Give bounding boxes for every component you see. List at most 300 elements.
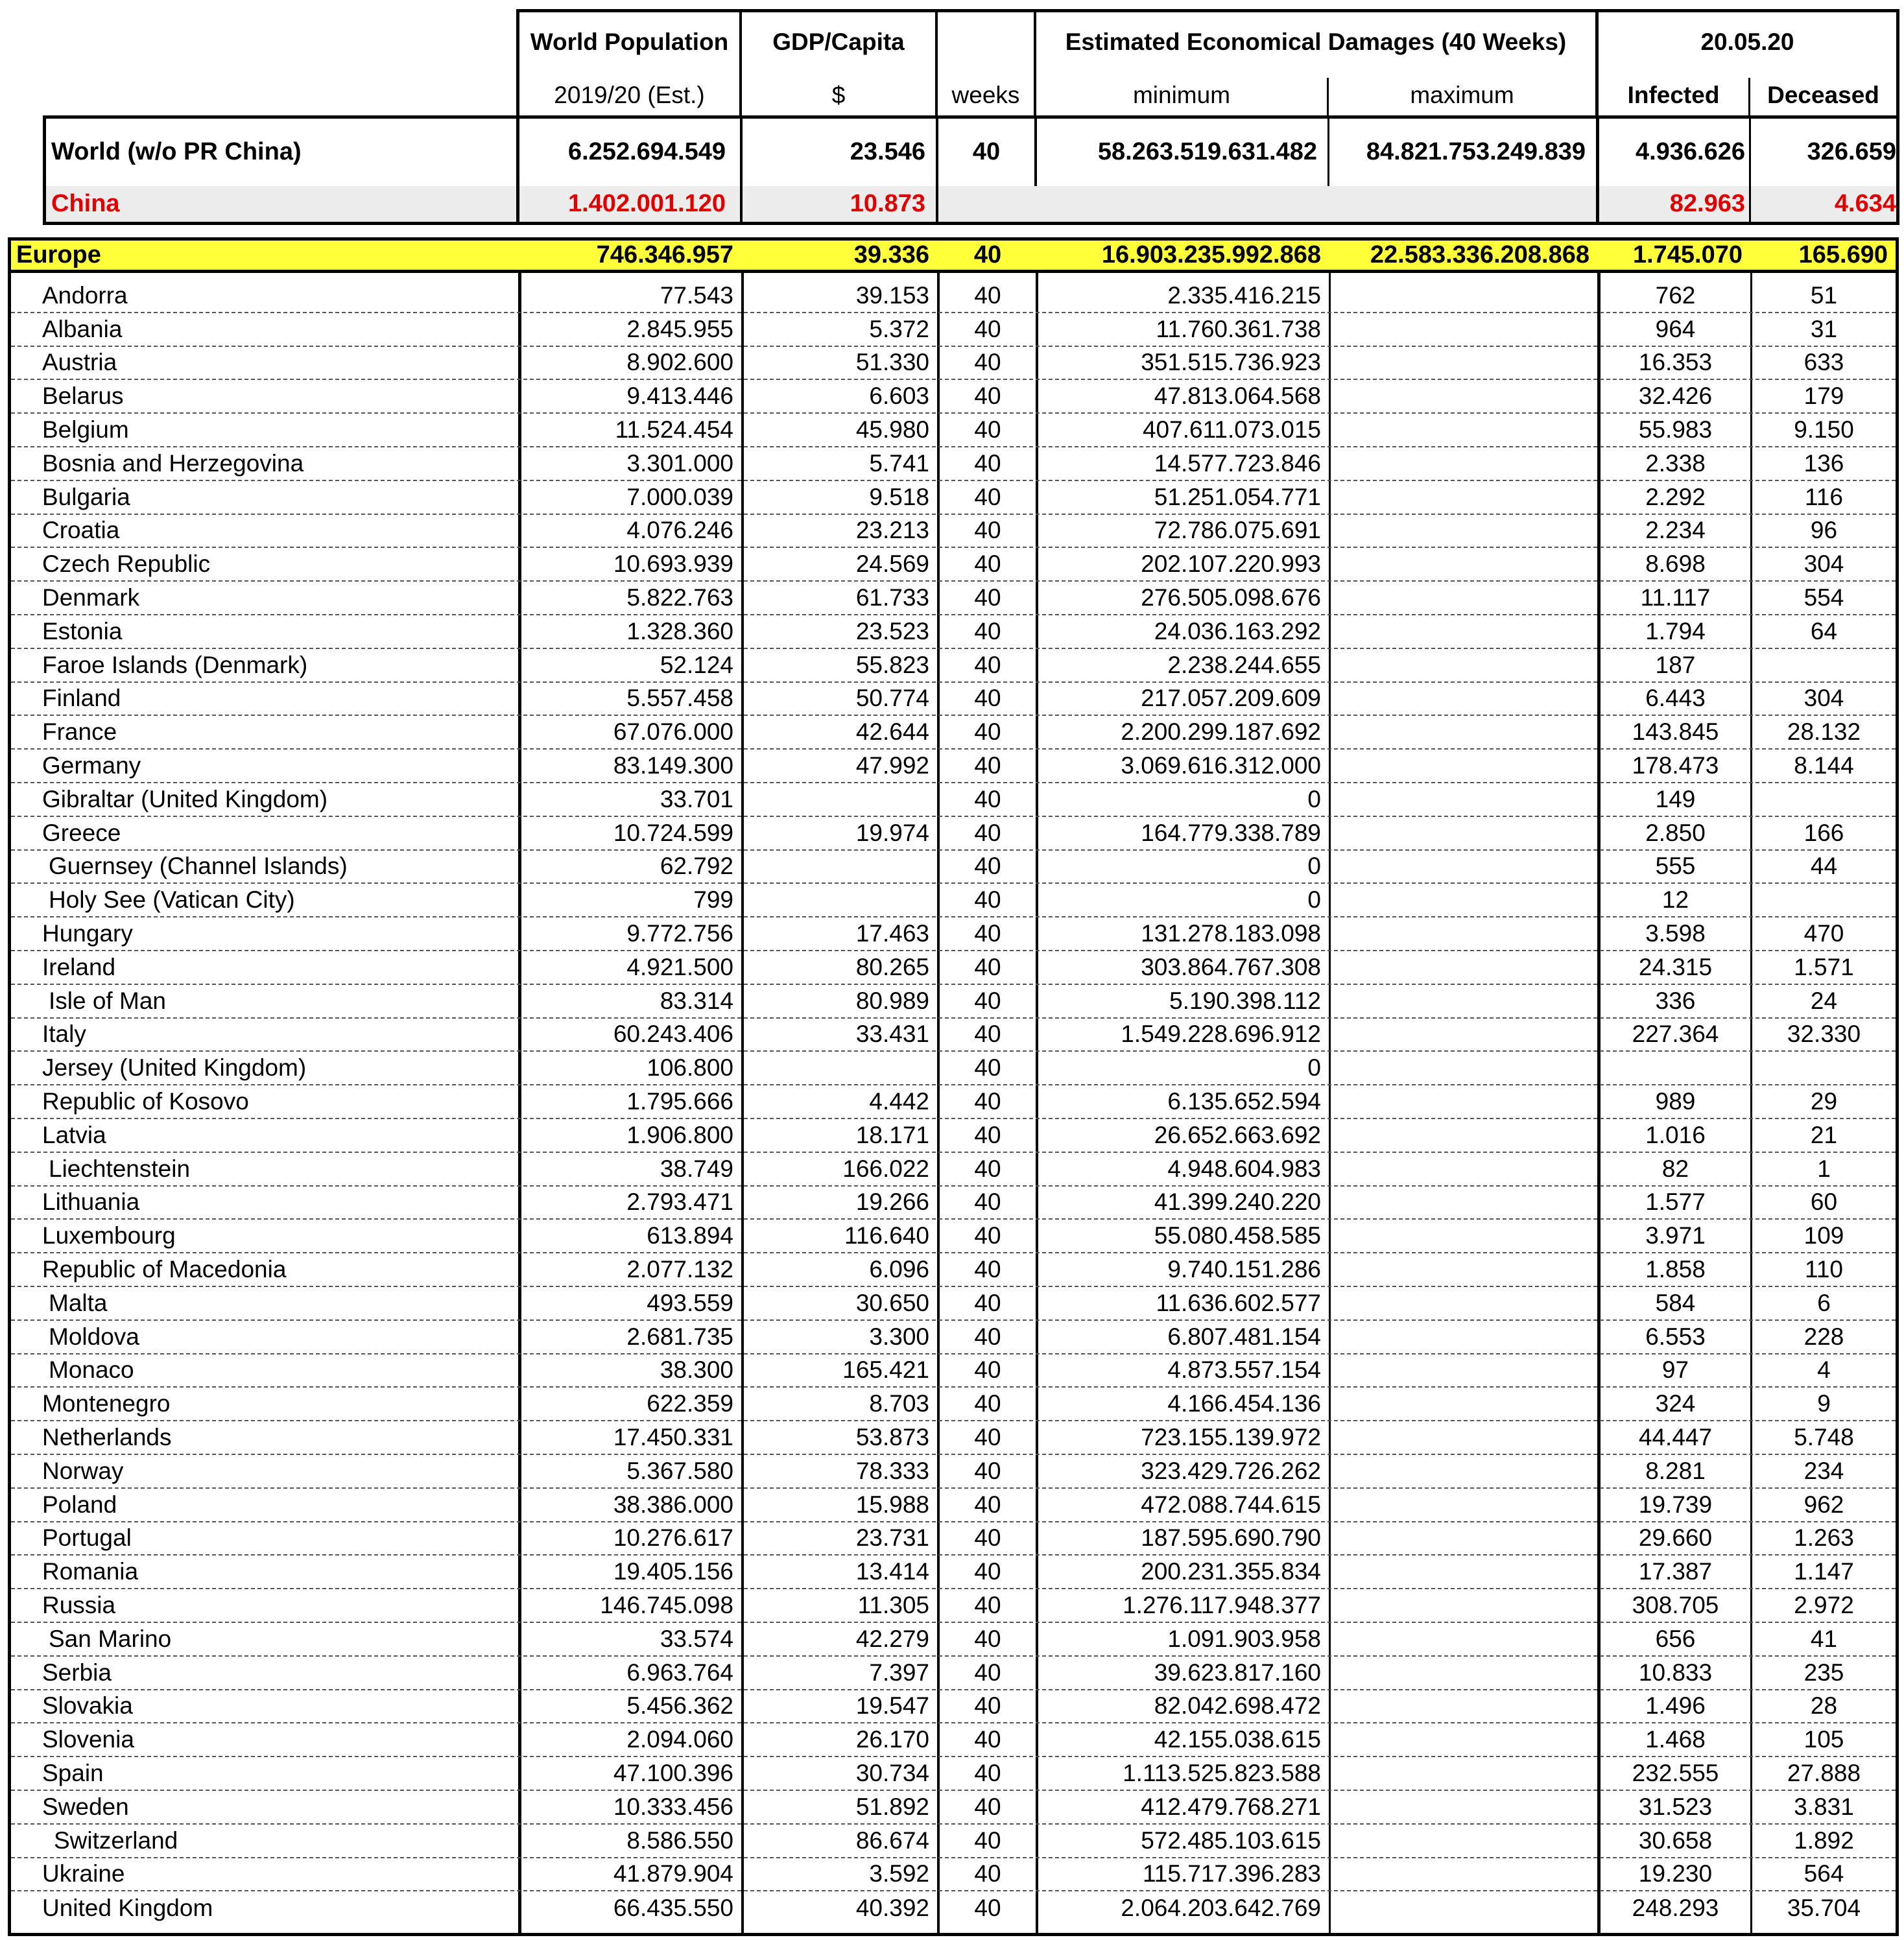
country-gdp: 19.974 (855, 819, 929, 846)
country-deceased: 31 (1810, 315, 1838, 342)
country-infected: 149 (1655, 785, 1696, 812)
country-population: 62.792 (660, 853, 733, 880)
country-infected: 2.234 (1645, 517, 1706, 544)
table-row (11, 1556, 1896, 1589)
population-subtitle: 2019/20 (Est.) (554, 82, 705, 108)
infected-header: Infected (1627, 82, 1720, 108)
country-infected: 6.553 (1645, 1323, 1706, 1350)
table-row (11, 615, 1896, 649)
world-damages-max: 84.821.753.249.839 (1366, 138, 1586, 165)
country-weeks: 40 (974, 1222, 1001, 1249)
country-name: Belarus (42, 383, 124, 410)
country-deceased: 1 (1817, 1155, 1831, 1182)
country-infected: 336 (1655, 987, 1696, 1014)
country-weeks: 40 (974, 1760, 1001, 1787)
country-population: 10.724.599 (613, 819, 733, 846)
table-row (11, 750, 1896, 783)
country-infected: 11.117 (1640, 584, 1711, 611)
country-infected: 97 (1661, 1356, 1689, 1384)
country-population: 9.413.446 (626, 383, 733, 410)
country-infected: 16.353 (1638, 349, 1713, 376)
country-weeks: 40 (974, 1390, 1001, 1417)
table-row (11, 783, 1896, 817)
country-population: 10.276.617 (613, 1524, 733, 1552)
population-title: World Population (530, 29, 729, 55)
country-damages-min: 202.107.220.993 (1141, 550, 1321, 578)
table-row (11, 649, 1896, 683)
country-infected: 19.230 (1638, 1860, 1713, 1887)
table-row (11, 1388, 1896, 1421)
deceased-header: Deceased (1767, 82, 1879, 108)
country-name: Isle of Man (49, 987, 166, 1014)
country-infected: 82 (1661, 1155, 1689, 1182)
country-population: 52.124 (660, 651, 733, 678)
table-row (11, 683, 1896, 716)
country-damages-min: 47.813.064.568 (1154, 383, 1321, 410)
country-name: Andorra (42, 281, 128, 309)
table-row (11, 1019, 1896, 1052)
country-name: Republic of Kosovo (42, 1088, 249, 1115)
table-row (11, 1489, 1896, 1522)
weeks-subtitle: weeks (951, 82, 1020, 108)
country-damages-min: 276.505.098.676 (1141, 584, 1321, 611)
country-gdp: 165.421 (842, 1356, 929, 1384)
country-damages-min: 1.091.903.958 (1167, 1625, 1321, 1652)
country-weeks: 40 (974, 1793, 1001, 1820)
country-damages-min: 412.479.768.271 (1141, 1793, 1321, 1820)
table-row (11, 1589, 1896, 1623)
country-name: Gibraltar (United Kingdom) (42, 785, 328, 812)
country-population: 1.328.360 (626, 617, 733, 645)
country-gdp (744, 884, 937, 916)
country-gdp: 13.414 (855, 1558, 929, 1585)
table-row (11, 1421, 1896, 1455)
country-deceased: 24 (1810, 987, 1838, 1014)
country-weeks: 40 (974, 1692, 1001, 1720)
country-weeks: 40 (974, 651, 1001, 678)
table-row (11, 917, 1896, 951)
country-damages-min: 323.429.726.262 (1141, 1457, 1321, 1484)
world-gdp: 23.546 (850, 138, 925, 165)
country-population: 9.772.756 (626, 920, 733, 947)
country-weeks: 40 (974, 1256, 1001, 1283)
country-weeks: 40 (974, 1323, 1001, 1350)
china-deceased: 4.634 (1834, 190, 1896, 217)
table-row (11, 1253, 1896, 1287)
country-infected: 1.794 (1645, 617, 1706, 645)
country-damages-min: 472.088.744.615 (1141, 1491, 1321, 1518)
country-infected: 30.658 (1638, 1827, 1713, 1854)
country-deceased (1752, 649, 1896, 681)
country-damages-min: 55.080.458.585 (1154, 1222, 1321, 1249)
country-weeks: 40 (974, 449, 1001, 477)
country-population: 11.524.454 (615, 416, 733, 444)
country-gdp: 11.305 (857, 1592, 929, 1619)
country-infected: 308.705 (1632, 1592, 1719, 1619)
country-gdp: 39.153 (855, 281, 929, 309)
table-row (11, 380, 1896, 414)
country-name: Republic of Macedonia (42, 1256, 287, 1283)
country-name: Portugal (42, 1524, 132, 1552)
country-weeks: 40 (974, 718, 1001, 746)
country-weeks: 40 (974, 1726, 1001, 1753)
country-deceased: 29 (1810, 1088, 1838, 1115)
country-population: 66.435.550 (613, 1895, 733, 1922)
table-row (11, 1052, 1896, 1085)
country-population: 41.879.904 (613, 1860, 733, 1887)
country-gdp: 24.569 (855, 550, 929, 578)
country-deceased: 27.888 (1787, 1760, 1861, 1787)
country-damages-min: 0 (1307, 886, 1321, 914)
country-name: Guernsey (Channel Islands) (49, 853, 348, 880)
country-damages-min: 351.515.736.923 (1141, 349, 1321, 376)
world-row (43, 115, 1899, 189)
country-infected: 2.292 (1645, 483, 1706, 510)
country-weeks: 40 (974, 685, 1001, 712)
country-deceased: 116 (1805, 483, 1843, 510)
country-population: 38.749 (660, 1155, 733, 1182)
country-gdp: 4.442 (869, 1088, 929, 1115)
country-population: 7.000.039 (626, 483, 733, 510)
table-row (11, 1723, 1896, 1757)
country-damages-min: 1.113.525.823.588 (1123, 1760, 1321, 1787)
country-infected: 31.523 (1638, 1793, 1713, 1820)
country-gdp: 61.733 (855, 584, 929, 611)
country-population: 67.076.000 (613, 718, 733, 746)
country-damages-min: 723.155.139.972 (1141, 1424, 1321, 1451)
country-damages-min: 303.864.767.308 (1141, 953, 1321, 980)
country-gdp: 30.734 (855, 1760, 929, 1787)
country-damages-min: 572.485.103.615 (1141, 1827, 1321, 1854)
country-weeks: 40 (974, 785, 1001, 812)
country-infected: 964 (1655, 315, 1696, 342)
table-row (11, 1455, 1896, 1489)
country-name: Montenegro (42, 1390, 171, 1417)
country-name: United Kingdom (42, 1895, 213, 1922)
country-weeks: 40 (974, 752, 1001, 779)
country-deceased: 32.330 (1787, 1021, 1861, 1048)
country-infected: 656 (1655, 1625, 1696, 1652)
country-gdp: 51.892 (855, 1793, 929, 1820)
table-row (11, 1187, 1896, 1220)
country-deceased: 470 (1803, 920, 1844, 947)
country-infected: 19.739 (1638, 1491, 1713, 1518)
table-row (11, 515, 1896, 549)
country-deceased: 4 (1817, 1356, 1831, 1384)
country-population: 4.076.246 (626, 517, 733, 544)
country-infected: 24.315 (1638, 953, 1713, 980)
country-gdp: 6.603 (869, 383, 929, 410)
country-weeks: 40 (974, 1659, 1001, 1686)
country-deceased: 109 (1803, 1222, 1844, 1249)
country-deceased: 9.150 (1794, 416, 1854, 444)
country-weeks: 40 (974, 953, 1001, 980)
country-weeks: 40 (974, 315, 1001, 342)
country-gdp: 80.265 (855, 953, 929, 980)
country-weeks: 40 (974, 1491, 1001, 1518)
country-damages-min: 72.786.075.691 (1154, 517, 1321, 544)
country-name: Monaco (49, 1356, 134, 1384)
table-row (11, 1825, 1896, 1858)
country-infected: 989 (1655, 1088, 1696, 1115)
country-damages-min: 11.760.361.738 (1156, 315, 1321, 342)
table-row (11, 279, 1896, 313)
country-name: Bosnia and Herzegovina (42, 449, 304, 477)
country-deceased: 5.748 (1794, 1424, 1854, 1451)
country-damages-min: 164.779.338.789 (1141, 819, 1321, 846)
country-population: 3.301.000 (626, 449, 733, 477)
country-weeks: 40 (974, 1558, 1001, 1585)
china-infected: 82.963 (1669, 190, 1745, 217)
country-infected: 3.598 (1645, 920, 1706, 947)
country-damages-min: 115.717.396.283 (1142, 1860, 1321, 1887)
country-deceased: 235 (1803, 1659, 1844, 1686)
table-row (11, 985, 1896, 1019)
table-row (11, 1623, 1896, 1657)
country-population: 5.367.580 (626, 1457, 733, 1484)
table-row (11, 1220, 1896, 1253)
country-damages-min: 9.740.151.286 (1167, 1256, 1321, 1283)
country-gdp: 55.823 (855, 651, 929, 678)
country-gdp: 51.330 (855, 349, 929, 376)
country-gdp: 19.266 (855, 1189, 929, 1216)
country-population: 8.586.550 (626, 1827, 733, 1854)
country-damages-min: 24.036.163.292 (1154, 617, 1321, 645)
country-population: 8.902.600 (626, 349, 733, 376)
country-gdp: 23.731 (855, 1524, 929, 1552)
country-population: 2.681.735 (626, 1323, 733, 1350)
country-weeks: 40 (974, 819, 1001, 846)
country-gdp: 45.980 (855, 416, 929, 444)
country-gdp: 47.992 (855, 752, 929, 779)
country-gdp: 5.372 (869, 315, 929, 342)
country-name: Finland (42, 685, 121, 712)
country-population: 1.795.666 (626, 1088, 733, 1115)
country-gdp: 26.170 (855, 1726, 929, 1753)
country-population: 622.359 (647, 1390, 733, 1417)
country-deceased: 110 (1805, 1256, 1843, 1283)
europe-table (8, 237, 1899, 1936)
country-deceased: 234 (1803, 1457, 1844, 1484)
country-deceased: 1.892 (1794, 1827, 1854, 1854)
country-deceased: 166 (1803, 819, 1844, 846)
country-population: 10.333.456 (613, 1793, 733, 1820)
country-name: Norway (42, 1457, 124, 1484)
country-name: Spain (42, 1760, 104, 1787)
country-deceased: 35.704 (1787, 1895, 1861, 1922)
country-damages-min: 42.155.038.615 (1154, 1726, 1321, 1753)
country-weeks: 40 (974, 1189, 1001, 1216)
country-gdp: 86.674 (855, 1827, 929, 1854)
china-population: 1.402.001.120 (567, 190, 726, 217)
country-weeks: 40 (974, 281, 1001, 309)
country-damages-min: 82.042.698.472 (1154, 1692, 1321, 1720)
table-row (11, 1354, 1896, 1388)
country-name: Poland (42, 1491, 117, 1518)
country-population: 38.300 (660, 1356, 733, 1384)
world-deceased: 326.659 (1807, 138, 1896, 165)
date-header: 20.05.20 (1700, 29, 1794, 55)
country-population: 5.822.763 (626, 584, 733, 611)
country-name: Belgium (42, 416, 129, 444)
country-damages-min: 11.636.602.577 (1156, 1289, 1321, 1316)
country-deceased: 962 (1803, 1491, 1844, 1518)
country-damages-min: 407.611.073.015 (1142, 416, 1321, 444)
country-weeks: 40 (974, 1088, 1001, 1115)
country-deceased: 60 (1810, 1189, 1838, 1216)
country-infected: 555 (1655, 853, 1696, 880)
table-row (11, 851, 1896, 884)
world-weeks: 40 (972, 138, 1001, 165)
country-deceased: 564 (1803, 1860, 1844, 1887)
europe-gdp: 39.336 (853, 241, 929, 268)
table-header (0, 9, 1904, 117)
world-infected: 4.936.626 (1635, 138, 1745, 165)
table-row (11, 1119, 1896, 1153)
country-infected: 3.971 (1645, 1222, 1706, 1249)
europe-infected: 1.745.070 (1632, 241, 1743, 268)
country-population: 83.314 (660, 987, 733, 1014)
country-deceased: 179 (1803, 383, 1844, 410)
country-name: Greece (42, 819, 121, 846)
country-deceased: 28 (1810, 1692, 1838, 1720)
country-infected: 2.338 (1645, 449, 1706, 477)
country-deceased: 51 (1810, 281, 1838, 309)
country-damages-min: 2.200.299.187.692 (1121, 718, 1321, 746)
country-infected: 6.443 (1645, 685, 1706, 712)
country-damages-min: 2.238.244.655 (1167, 651, 1321, 678)
country-weeks: 40 (974, 920, 1001, 947)
country-damages-min: 1.549.228.696.912 (1121, 1021, 1321, 1048)
country-population: 5.456.362 (626, 1692, 733, 1720)
country-name: Ukraine (42, 1860, 125, 1887)
country-infected: 1.858 (1645, 1256, 1706, 1283)
country-deceased: 304 (1803, 550, 1844, 578)
country-weeks: 40 (974, 1424, 1001, 1451)
country-infected: 248.293 (1632, 1895, 1719, 1922)
country-gdp (744, 1052, 937, 1084)
country-weeks: 40 (974, 1625, 1001, 1652)
country-population: 33.574 (660, 1625, 733, 1652)
country-population: 493.559 (647, 1289, 733, 1316)
country-population: 6.963.764 (626, 1659, 733, 1686)
country-gdp: 5.741 (869, 449, 929, 477)
country-name: Bulgaria (42, 483, 130, 510)
country-infected: 8.281 (1645, 1457, 1706, 1484)
country-population: 2.845.955 (626, 315, 733, 342)
country-gdp: 19.547 (855, 1692, 929, 1720)
china-label: China (51, 190, 120, 217)
country-gdp: 116.640 (844, 1222, 929, 1249)
world-damages-min: 58.263.519.631.482 (1097, 138, 1317, 165)
country-infected: 187 (1655, 651, 1696, 678)
country-name: Slovakia (42, 1692, 133, 1720)
country-deceased: 105 (1803, 1726, 1844, 1753)
country-deceased: 1.147 (1794, 1558, 1854, 1585)
table-row (11, 447, 1896, 481)
country-name: Faroe Islands (Denmark) (42, 651, 308, 678)
country-weeks: 40 (974, 853, 1001, 880)
country-weeks: 40 (974, 987, 1001, 1014)
country-population: 4.921.500 (626, 953, 733, 980)
country-damages-min: 26.652.663.692 (1154, 1121, 1321, 1148)
country-gdp (744, 851, 937, 883)
table-row (11, 313, 1896, 347)
country-damages-min: 3.069.616.312.000 (1121, 752, 1321, 779)
country-infected: 55.983 (1638, 416, 1713, 444)
world-label: World (w/o PR China) (51, 138, 302, 165)
table-row (11, 1522, 1896, 1556)
country-name: Moldova (49, 1323, 139, 1350)
country-deceased (1752, 1052, 1896, 1084)
country-deceased: 6 (1817, 1289, 1831, 1316)
country-name: Luxembourg (42, 1222, 176, 1249)
country-infected: 17.387 (1638, 1558, 1713, 1585)
country-population: 10.693.939 (613, 550, 733, 578)
country-gdp: 23.523 (855, 617, 929, 645)
country-infected: 143.845 (1632, 718, 1719, 746)
country-gdp: 23.213 (855, 517, 929, 544)
country-name: Albania (42, 315, 123, 342)
country-name: Lithuania (42, 1189, 140, 1216)
country-weeks: 40 (974, 1592, 1001, 1619)
country-weeks: 40 (974, 483, 1001, 510)
country-population: 38.386.000 (613, 1491, 733, 1518)
country-gdp (744, 783, 937, 816)
country-gdp: 53.873 (855, 1424, 929, 1451)
country-infected: 32.426 (1638, 383, 1713, 410)
table-row (11, 716, 1896, 750)
country-population: 5.557.458 (626, 685, 733, 712)
country-infected: 1.468 (1645, 1726, 1706, 1753)
country-deceased: 9 (1817, 1390, 1831, 1417)
country-name: Russia (42, 1592, 116, 1619)
country-weeks: 40 (974, 1356, 1001, 1384)
country-gdp: 30.650 (855, 1289, 929, 1316)
damages-title: Estimated Economical Damages (40 Weeks) (1065, 29, 1567, 55)
country-damages-min: 4.873.557.154 (1167, 1356, 1321, 1384)
country-infected: 1.016 (1645, 1121, 1706, 1148)
country-infected: 227.364 (1632, 1021, 1719, 1048)
europe-deceased: 165.690 (1798, 241, 1888, 268)
country-damages-min: 14.577.723.846 (1154, 449, 1321, 477)
country-name: France (42, 718, 117, 746)
country-weeks: 40 (974, 584, 1001, 611)
country-name: Denmark (42, 584, 140, 611)
damages-min-header: minimum (1132, 82, 1231, 108)
country-name: Czech Republic (42, 550, 211, 578)
country-gdp: 50.774 (855, 685, 929, 712)
country-weeks: 40 (974, 550, 1001, 578)
country-name: Sweden (42, 1793, 129, 1820)
country-damages-min: 5.190.398.112 (1169, 987, 1321, 1014)
europe-total-row (11, 241, 1896, 273)
country-name: Slovenia (42, 1726, 134, 1753)
country-population: 613.894 (647, 1222, 733, 1249)
china-row (43, 186, 1899, 225)
country-population: 83.149.300 (613, 752, 733, 779)
country-deceased: 44 (1810, 853, 1838, 880)
country-infected: 44.447 (1638, 1424, 1713, 1451)
country-damages-min: 2.064.203.642.769 (1121, 1895, 1321, 1922)
europe-population: 746.346.957 (596, 241, 733, 268)
table-row (11, 1791, 1896, 1825)
country-damages-min: 0 (1307, 1054, 1321, 1082)
country-damages-min: 2.335.416.215 (1167, 281, 1321, 309)
country-deceased: 633 (1803, 349, 1844, 376)
country-weeks: 40 (974, 1524, 1001, 1552)
country-gdp: 78.333 (855, 1457, 929, 1484)
